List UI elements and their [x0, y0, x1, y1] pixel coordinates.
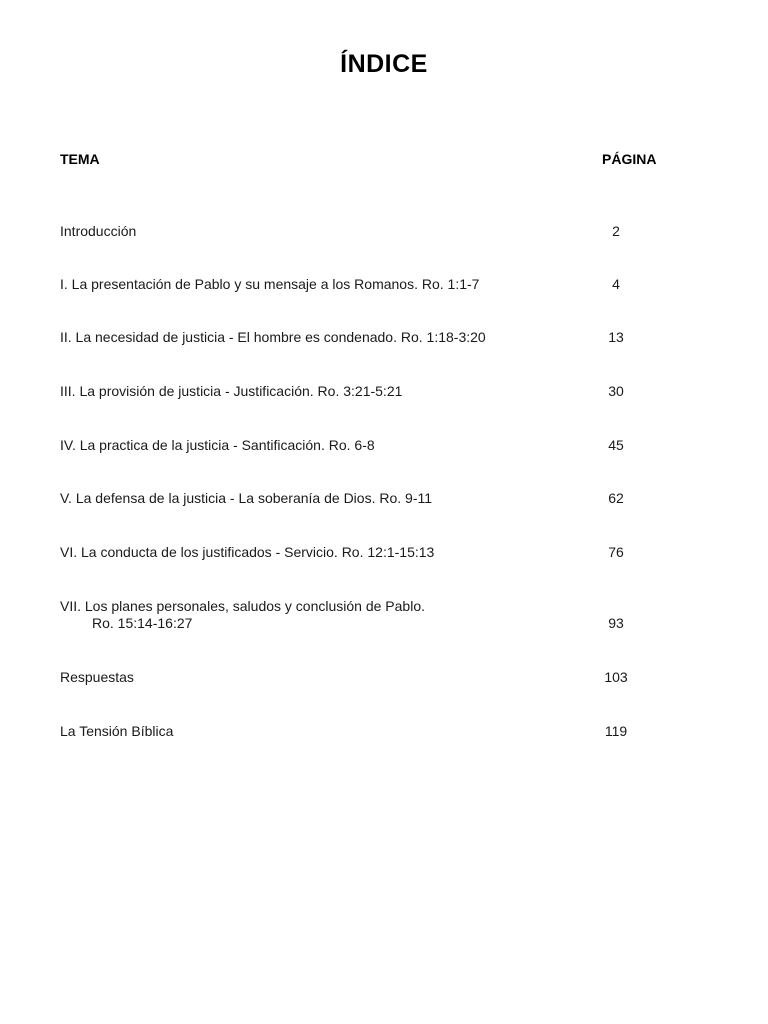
page-title: ÍNDICE	[340, 50, 428, 78]
toc-page-number: 93	[608, 615, 624, 631]
toc-topic: I. La presentación de Pablo y su mensaje a los Romanos. Ro. 1:1-7	[60, 276, 480, 292]
toc-topic: Introducción	[60, 223, 137, 239]
toc-topic: V. La defensa de la justicia - La soberanía de Dios. Ro. 9-11	[60, 490, 433, 506]
toc-topic-line2: Ro. 15:14-16:27	[92, 615, 193, 631]
toc-page-number: 30	[608, 383, 624, 399]
toc-page-number: 45	[608, 437, 624, 453]
toc-topic: IV. La practica de la justicia - Santificación. Ro. 6-8	[60, 437, 375, 453]
toc-topic-line1: VII. Los planes personales, saludos y conclusión de Pablo.	[60, 598, 426, 614]
toc-page-number: 13	[608, 329, 624, 345]
toc-topic: La Tensión Bíblica	[60, 723, 174, 739]
toc-page-number: 119	[604, 723, 628, 739]
toc-page-number: 4	[612, 276, 620, 292]
toc-page-number: 103	[604, 669, 628, 685]
column-header-page: PÁGINA	[602, 151, 657, 167]
column-header-topic: TEMA	[60, 151, 100, 167]
toc-topic: Respuestas	[60, 669, 134, 685]
toc-page-number: 76	[608, 544, 624, 560]
toc-topic: VI. La conducta de los justificados - Servicio. Ro. 12:1-15:13	[60, 544, 435, 560]
toc-topic: III. La provisión de justicia - Justificación. Ro. 3:21-5:21	[60, 383, 403, 399]
toc-page-number: 2	[612, 223, 620, 239]
toc-page-number: 62	[608, 490, 624, 506]
toc-topic-multiline	[60, 598, 580, 632]
toc-topic: II. La necesidad de justicia - El hombre es condenado. Ro. 1:18-3:20	[60, 329, 486, 345]
